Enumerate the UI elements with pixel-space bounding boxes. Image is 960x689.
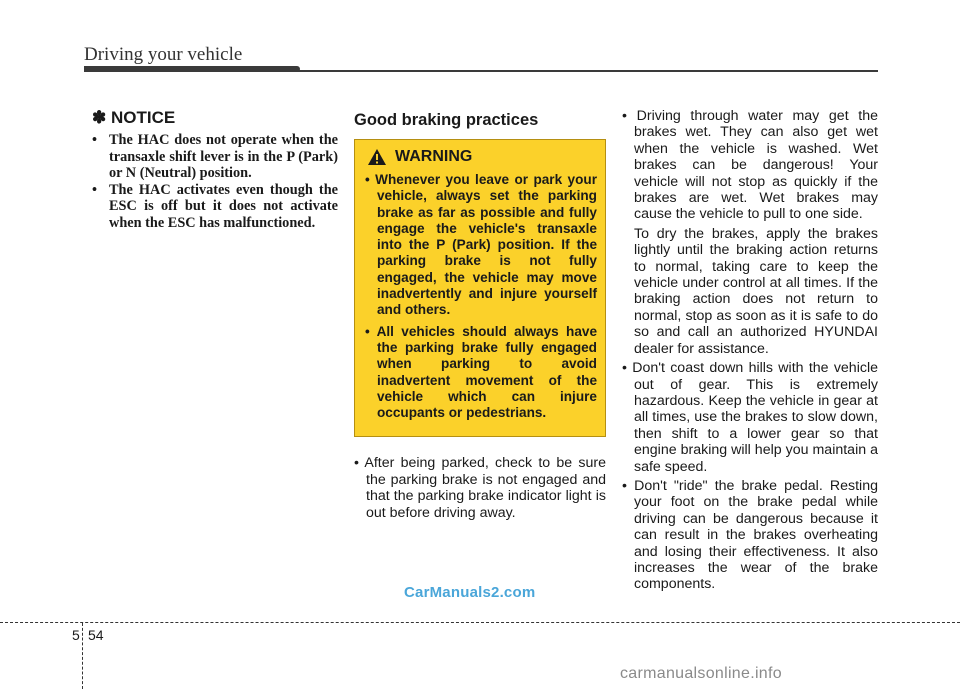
good-braking-section bbox=[354, 108, 606, 524]
notice-list bbox=[92, 132, 338, 231]
braking-item-paragraph: To dry the brakes, apply the brakes lightly until the braking action returns to normal, taking care to keep the vehicle under control at all times. If the braking action does not return to normal, stop as soon as it is safe to do so and call an authorized HYUNDAI dealer for assistance. bbox=[634, 225, 878, 357]
warning-item: • Whenever you leave or park your vehicle, always set the parking brake as far as possible and fully engage the vehicle's transaxle into the P (Park) position. If the parking brake is not fully engaged, the vehicle may move inadvertently and injure yourself and others. bbox=[365, 172, 597, 318]
section-title: Good braking practices bbox=[354, 111, 539, 129]
braking-list bbox=[354, 455, 606, 521]
footer-brand-link[interactable]: carmanualsonline.info bbox=[620, 665, 782, 682]
header-rule bbox=[296, 70, 878, 72]
warning-title: WARNING bbox=[395, 148, 473, 165]
notice-title: NOTICE bbox=[110, 108, 176, 127]
notice-item: • The HAC does not operate when the transaxle shift lever is in the P (Park) or N (Neutral) position. bbox=[92, 132, 338, 181]
braking-item: • Don't "ride" the brake pedal. Resting your foot on the brake pedal while driving can be dangerous because it can result in the brakes overheating and losing their effectiveness. It also increases the wear of the brake components. bbox=[622, 477, 878, 593]
braking-tips-section bbox=[622, 108, 878, 596]
section-number: 5 bbox=[72, 627, 80, 643]
notice-section bbox=[92, 108, 338, 231]
warning-heading bbox=[365, 148, 597, 166]
watermark-link[interactable]: CarManuals2.com bbox=[404, 584, 536, 601]
header-bar bbox=[84, 66, 300, 72]
notice-heading bbox=[92, 108, 338, 128]
braking-tips-list bbox=[622, 108, 878, 593]
notice-item: • The HAC activates even though the ESC is off but it does not activate when the ESC has malfunctioned. bbox=[92, 181, 338, 231]
braking-item: • After being parked, check to be sure the parking brake is not engaged and that the parking brake indicator light is out before driving away. bbox=[354, 455, 606, 521]
page-number: 54 bbox=[88, 627, 104, 643]
footer-vertical-divider bbox=[82, 623, 83, 689]
warning-box bbox=[354, 139, 606, 437]
warning-list bbox=[365, 172, 597, 421]
warning-item: • All vehicles should always have the parking brake fully engaged when parking to avoid inadvertent movement of the vehicle which can injure occupants or pedestrians. bbox=[365, 323, 598, 421]
header-title: Driving your vehicle bbox=[84, 44, 243, 65]
braking-item: • Don't coast down hills with the vehicle out of gear. This is extremely hazardous. Keep the vehicle in gear at all times, use the brakes to slow down, then shift to a lower gear so that engine braking will help you maintain a safe speed. bbox=[622, 360, 878, 475]
footer-divider bbox=[0, 622, 960, 623]
braking-item: • Driving through water may get the brakes wet. They can also get wet when the vehicle is washed. Wet brakes can be dangerous! Your vehicle will not stop as quickly if the brakes are wet. Wet brakes may cause the vehicle to pull to one side. bbox=[622, 108, 878, 223]
asterisk-icon: ✽ bbox=[92, 108, 107, 127]
warning-triangle-icon bbox=[367, 148, 387, 166]
